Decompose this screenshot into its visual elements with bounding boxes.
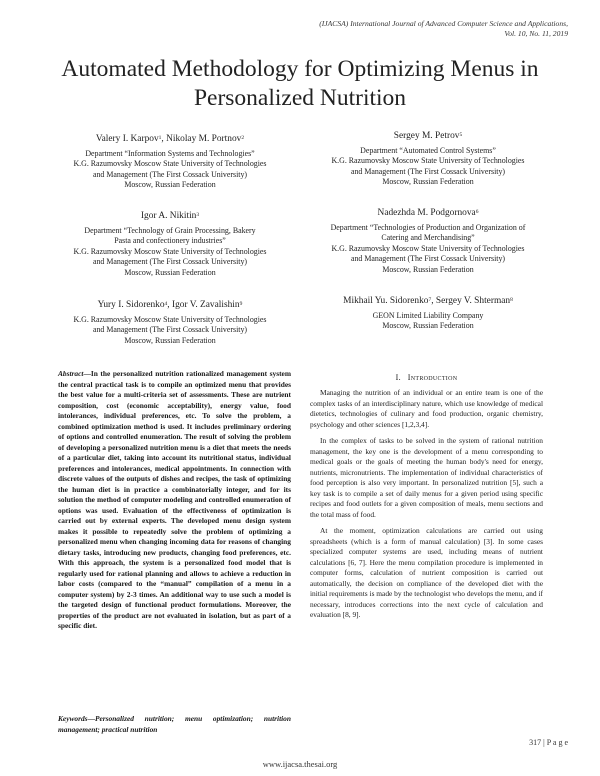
author-location: Moscow, Russian Federation <box>124 180 216 190</box>
journal-url: www.ijacsa.thesai.org <box>262 759 338 769</box>
section-title: Introduction <box>407 373 458 382</box>
abstract-label: Abstract <box>58 369 84 378</box>
author-names: Yury I. Sidorenko$^4$, Igor V. Zavalishin$^9$ <box>97 300 243 310</box>
author-organization-cont: and Management (The First Cossack University) <box>350 254 506 264</box>
author-names: Nadezhda M. Podgornova$^6$ <box>377 208 479 218</box>
author-organization: K.G. Razumovsky Moscow State University of Technologies <box>73 246 267 256</box>
author-organization-cont: and Management (The First Cossack University) <box>350 166 506 176</box>
author-organization-cont: and Management (The First Cossack University) <box>92 325 248 335</box>
section-heading <box>310 373 543 382</box>
author-names: Valery I. Karpov$^1$, Nikolay M. Portnov$^2$ <box>95 134 245 144</box>
author-location: Moscow, Russian Federation <box>382 177 474 187</box>
abstract <box>58 369 291 632</box>
author-department-cont: Catering and Merchandising” <box>381 233 475 243</box>
journal-header <box>168 19 568 39</box>
author-block-karpov-portnov <box>45 133 295 191</box>
author-organization: K.G. Razumovsky Moscow State University of Technologies <box>331 243 525 253</box>
journal-volume: Vol. 10, No. 11, 2019 <box>504 29 568 38</box>
author-organization: K.G. Razumovsky Moscow State University of Technologies <box>331 156 525 166</box>
author-organization: K.G. Razumovsky Moscow State University of Technologies <box>73 315 267 324</box>
paper-title: Automated Methodology for Optimizing Menus in Personalized Nutrition <box>61 56 539 111</box>
author-organization-cont: and Management (The First Cossack University) <box>92 257 248 267</box>
author-block-petrov <box>303 130 553 188</box>
author-location: Moscow, Russian Federation <box>382 321 474 331</box>
author-organization-cont: and Management (The First Cossack University) <box>92 169 248 179</box>
author-names: Mikhail Yu. Sidorenko$^7$, Sergey V. Shterman$^8$ <box>343 296 513 306</box>
author-department-cont: Pasta and confectionery industries” <box>114 236 226 246</box>
abstract-text: —In the personalized nutrition rationalized management system the central practical task is to compile an optimized menu that provides the best value for a multi-criteria set of assessments. These are nutrient composition, cost (economic acceptability), energy value, food intolerances, individual preferences, etc. To solve the problem, a combined optimization method is used. It includes preliminary ordering of options and controlled enumeration. The result of solving the problem of developing a personalized nutrition menu is a diet that meets the needs of a particular diet, taking into account its nutritional status, individual preferences and intolerances, medical appointments. In connection with discrete values of the outputs of dishes and recipes, the task of optimizing the human diet is in practice a combinatorially integer, and for its solution the method of computer modeling and controlled enumeration of options was used. Evaluation of the effectiveness of optimization is carried out by external experts. The developed menu design system makes it possible to repeatedly solve the problem of optimizing a personalized menu when changing incoming data for reasons of changing dietary tasks, introducing new products, changing food preferences, etc. With this approach, the system is a personalized food model that is regularly used for rational planning and allows to achieve a reduction in labor costs (compared to the “manual” compilation of a menu in a computer system) by 2-3 times. An additional way to use such a model is the targeted design of functional product formulations. Moreover, the properties of the product are not evaluated in isolation, but as part of a specific diet. <box>58 369 291 630</box>
author-block-sidorenko-shterman <box>303 295 553 332</box>
author-block-podgornova <box>303 207 553 275</box>
author-block-sidorenko-zavalishin <box>45 299 295 346</box>
author-organization: K.G. Razumovsky Moscow State University of Technologies <box>73 159 267 169</box>
author-department: Department “Technology of Grain Processing, Bakery <box>84 226 256 235</box>
author-location: Moscow, Russian Federation <box>382 264 474 274</box>
journal-name: (IJACSA) International Journal of Advanced Computer Science and Applications, <box>319 19 568 28</box>
author-names: Igor A. Nikitin$^3$ <box>140 211 200 221</box>
author-names: Sergey M. Petrov$^5$ <box>393 131 463 141</box>
paragraph: Managing the nutrition of an individual or an entire team is one of the complex tasks of an interdisciplinary nature, which use knowledge of medical dietetics, technologies of culinary and food production, organic chemistry, psychology and other sciences [1,2,3,4]. <box>310 388 543 429</box>
paragraph: At the moment, optimization calculations are carried out using spreadsheets (which is a form of manual calculation) [3]. In some cases specialized computer systems are used, including means of nutrient calculations [6, 7]. Here the menu compilation procedure is implemented in computer forms, calculation of nutrient composition is carried out automatically, the decision on compliance of the developed diet with the initial requirements is made by the technologist who develops the menu, and if necessary, introduces corrections into the next cycle of calculation and evaluation [8, 9]. <box>310 526 543 619</box>
author-location: Moscow, Russian Federation <box>124 335 216 345</box>
author-department: Department “Automated Control Systems” <box>360 146 496 155</box>
section-number: I. <box>395 373 401 382</box>
page-number: 317 | P a g e <box>529 738 568 747</box>
author-block-nikitin <box>45 210 295 278</box>
introduction-body <box>310 388 543 627</box>
author-organization: GEON Limited Liability Company <box>372 311 484 320</box>
author-department: Department “Technologies of Production and Organization of <box>330 223 526 232</box>
author-location: Moscow, Russian Federation <box>124 267 216 277</box>
paragraph: In the complex of tasks to be solved in the system of rational nutrition management, the key one is the development of a menu corresponding to medical goals or the goals of meeting the human body's need for energy, nutrients, micronutrients. The implementation of individual characteristics of food perception is also very important. In personalized nutrition [5], such a key task is to compile a set of daily menus for a given period using specific recipes and food outlets for a given composition of meals, menu sections and the total mass of food. <box>310 436 543 519</box>
author-department: Department “Information Systems and Technologies” <box>85 149 255 158</box>
keywords: Keywords—Personalized nutrition; menu optimization; nutrition management; practical nutrition <box>58 714 291 734</box>
